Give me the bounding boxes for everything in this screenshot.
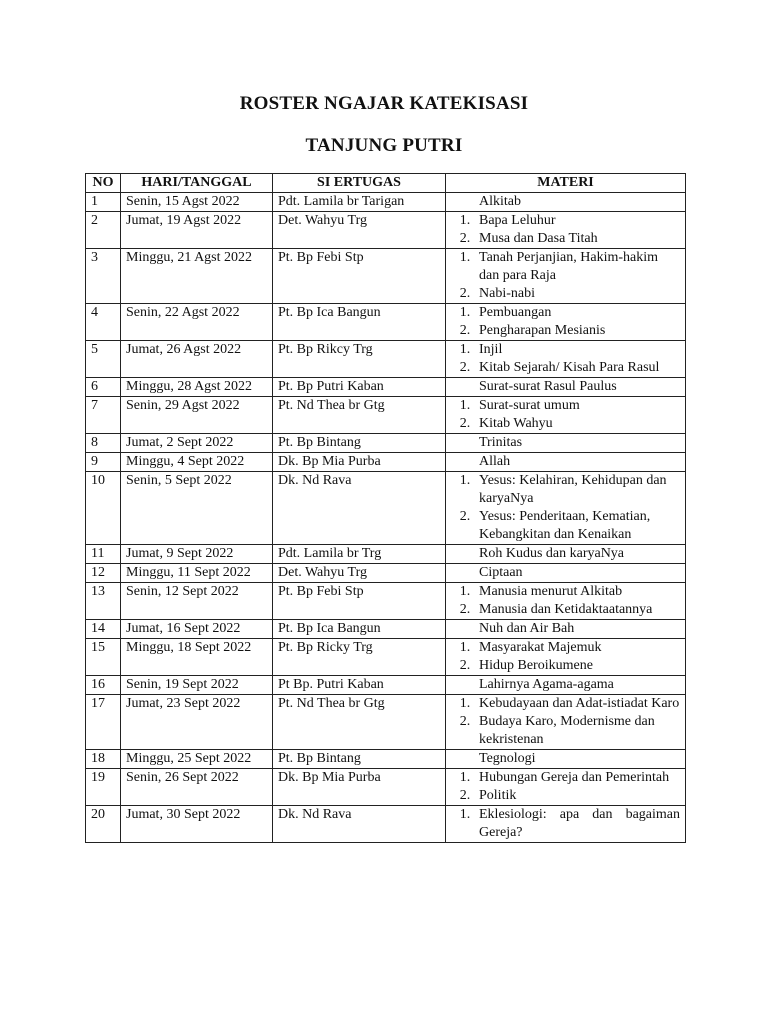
materi-item-number: 1. bbox=[459, 807, 471, 822]
row-date-cell: Minggu, 25 Sept 2022 bbox=[121, 750, 273, 769]
row-assignee-cell: Dk. Bp Mia Purba bbox=[273, 453, 446, 472]
materi-item bbox=[451, 750, 680, 768]
row-materi-cell bbox=[446, 545, 686, 564]
row-assignee-cell: Pt. Bp Febi Stp bbox=[273, 583, 446, 620]
document-subtitle: TANJUNG PUTRI bbox=[305, 135, 463, 156]
roster-table bbox=[85, 173, 686, 843]
materi-item-text: Bapa Leluhur bbox=[479, 213, 556, 228]
row-number-cell: 11 bbox=[86, 545, 121, 564]
row-number-cell: 5 bbox=[86, 341, 121, 378]
row-materi-cell bbox=[446, 397, 686, 434]
row-assignee-cell: Pt. Bp Bintang bbox=[273, 434, 446, 453]
row-number-cell: 19 bbox=[86, 769, 121, 806]
materi-item bbox=[451, 322, 680, 340]
row-number-cell: 6 bbox=[86, 378, 121, 397]
row-number-cell: 9 bbox=[86, 453, 121, 472]
materi-item bbox=[451, 639, 680, 657]
row-assignee-cell: Pt. Bp Rikcy Trg bbox=[273, 341, 446, 378]
document-title: ROSTER NGAJAR KATEKISASI bbox=[239, 93, 529, 114]
header-who: SI ERTUGAS bbox=[273, 174, 446, 193]
materi-item-number: 1. bbox=[459, 584, 471, 599]
header-day: HARI/TANGGAL bbox=[121, 174, 273, 193]
row-materi-cell bbox=[446, 434, 686, 453]
materi-item bbox=[451, 695, 680, 713]
materi-item bbox=[451, 564, 680, 582]
materi-item-text: Roh Kudus dan karyaNya bbox=[479, 546, 625, 561]
materi-item-number: 2. bbox=[459, 509, 471, 524]
table-row bbox=[86, 564, 686, 583]
materi-item-text: Kebudayaan dan Adat-istiadat Karo bbox=[479, 696, 680, 711]
row-number-cell: 7 bbox=[86, 397, 121, 434]
row-materi-cell bbox=[446, 695, 686, 750]
table-row bbox=[86, 212, 686, 249]
row-number-cell: 13 bbox=[86, 583, 121, 620]
materi-item bbox=[451, 434, 680, 452]
materi-item-text: Pengharapan Mesianis bbox=[479, 323, 606, 338]
materi-item-text: Surat-surat umum bbox=[479, 398, 580, 413]
row-date-cell: Jumat, 26 Agst 2022 bbox=[121, 341, 273, 378]
materi-item-text: Kitab Sejarah/ Kisah Para Rasul bbox=[479, 360, 660, 375]
materi-item-number: 1. bbox=[459, 473, 471, 488]
row-date-cell: Senin, 5 Sept 2022 bbox=[121, 472, 273, 545]
materi-item bbox=[451, 769, 680, 787]
materi-item-number: 1. bbox=[459, 770, 471, 785]
table-row bbox=[86, 434, 686, 453]
materi-item-number: 2. bbox=[459, 323, 471, 338]
materi-item bbox=[451, 304, 680, 322]
table-row bbox=[86, 695, 686, 750]
materi-item bbox=[451, 249, 680, 285]
row-date-cell: Minggu, 21 Agst 2022 bbox=[121, 249, 273, 304]
materi-item-text: Nuh dan Air Bah bbox=[479, 621, 575, 636]
row-date-cell: Jumat, 16 Sept 2022 bbox=[121, 620, 273, 639]
row-number-cell: 2 bbox=[86, 212, 121, 249]
materi-item-text: Pembuangan bbox=[479, 305, 552, 320]
row-assignee-cell: Dk. Nd Rava bbox=[273, 806, 446, 843]
row-number-cell: 1 bbox=[86, 193, 121, 212]
materi-item-text: Trinitas bbox=[479, 435, 523, 450]
row-materi-cell bbox=[446, 806, 686, 843]
materi-item-number: 2. bbox=[459, 714, 471, 729]
row-materi-cell bbox=[446, 583, 686, 620]
materi-item-text: Alkitab bbox=[479, 194, 521, 209]
materi-item-text: Lahirnya Agama-agama bbox=[479, 677, 614, 692]
row-number-cell: 16 bbox=[86, 676, 121, 695]
table-row bbox=[86, 583, 686, 620]
materi-item-number: 2. bbox=[459, 231, 471, 246]
materi-item-text: Surat-surat Rasul Paulus bbox=[479, 379, 617, 394]
materi-item bbox=[451, 713, 680, 749]
materi-item bbox=[451, 806, 680, 842]
table-row bbox=[86, 304, 686, 341]
row-number-cell: 15 bbox=[86, 639, 121, 676]
table-row bbox=[86, 806, 686, 843]
table-row bbox=[86, 397, 686, 434]
row-date-cell: Jumat, 30 Sept 2022 bbox=[121, 806, 273, 843]
table-row bbox=[86, 639, 686, 676]
table-row bbox=[86, 676, 686, 695]
materi-item-text: Injil bbox=[479, 342, 503, 357]
row-number-cell: 20 bbox=[86, 806, 121, 843]
materi-item-text: Eklesiologi: apa dan bagaiman Gereja? bbox=[479, 807, 680, 840]
materi-item-number: 2. bbox=[459, 360, 471, 375]
materi-item bbox=[451, 601, 680, 619]
materi-item bbox=[451, 545, 680, 563]
row-number-cell: 4 bbox=[86, 304, 121, 341]
table-row bbox=[86, 378, 686, 397]
row-materi-cell bbox=[446, 769, 686, 806]
row-materi-cell bbox=[446, 193, 686, 212]
row-assignee-cell: Pt. Bp Ica Bangun bbox=[273, 620, 446, 639]
row-materi-cell bbox=[446, 750, 686, 769]
materi-item-text: Hubungan Gereja dan Pemerintah bbox=[479, 770, 670, 785]
row-number-cell: 10 bbox=[86, 472, 121, 545]
materi-item-number: 2. bbox=[459, 658, 471, 673]
row-date-cell: Senin, 12 Sept 2022 bbox=[121, 583, 273, 620]
row-materi-cell bbox=[446, 564, 686, 583]
row-assignee-cell: Pt. Nd Thea br Gtg bbox=[273, 397, 446, 434]
materi-item-number: 1. bbox=[459, 342, 471, 357]
table-row bbox=[86, 750, 686, 769]
row-materi-cell bbox=[446, 639, 686, 676]
materi-item-text: Tegnologi bbox=[479, 751, 536, 766]
materi-item bbox=[451, 620, 680, 638]
materi-item-text: Masyarakat Majemuk bbox=[479, 640, 602, 655]
row-materi-cell bbox=[446, 378, 686, 397]
table-row bbox=[86, 453, 686, 472]
row-materi-cell bbox=[446, 472, 686, 545]
materi-item-number: 1. bbox=[459, 305, 471, 320]
materi-item bbox=[451, 212, 680, 230]
materi-item-number: 1. bbox=[459, 398, 471, 413]
materi-item-number: 2. bbox=[459, 602, 471, 617]
row-date-cell: Jumat, 19 Agst 2022 bbox=[121, 212, 273, 249]
row-date-cell: Senin, 19 Sept 2022 bbox=[121, 676, 273, 695]
table-body bbox=[86, 193, 686, 843]
row-materi-cell bbox=[446, 620, 686, 639]
table-header-row bbox=[86, 174, 686, 193]
row-materi-cell bbox=[446, 453, 686, 472]
table-row bbox=[86, 472, 686, 545]
materi-item bbox=[451, 787, 680, 805]
materi-item-number: 2. bbox=[459, 286, 471, 301]
row-assignee-cell: Det. Wahyu Trg bbox=[273, 212, 446, 249]
row-date-cell: Senin, 29 Agst 2022 bbox=[121, 397, 273, 434]
row-number-cell: 12 bbox=[86, 564, 121, 583]
row-assignee-cell: Pt. Bp Putri Kaban bbox=[273, 378, 446, 397]
materi-item-text: Allah bbox=[479, 454, 511, 469]
table-row bbox=[86, 341, 686, 378]
row-assignee-cell: Pt. Bp Febi Stp bbox=[273, 249, 446, 304]
table-row bbox=[86, 769, 686, 806]
row-assignee-cell: Pt. Bp Ricky Trg bbox=[273, 639, 446, 676]
table-row bbox=[86, 545, 686, 564]
materi-item bbox=[451, 359, 680, 377]
row-assignee-cell: Dk. Nd Rava bbox=[273, 472, 446, 545]
materi-item bbox=[451, 583, 680, 601]
materi-item bbox=[451, 397, 680, 415]
materi-item bbox=[451, 676, 680, 694]
materi-item bbox=[451, 230, 680, 248]
row-assignee-cell: Pt. Bp Bintang bbox=[273, 750, 446, 769]
row-date-cell: Minggu, 18 Sept 2022 bbox=[121, 639, 273, 676]
materi-item bbox=[451, 415, 680, 433]
row-date-cell: Jumat, 9 Sept 2022 bbox=[121, 545, 273, 564]
materi-item bbox=[451, 193, 680, 211]
row-number-cell: 14 bbox=[86, 620, 121, 639]
materi-item bbox=[451, 285, 680, 303]
materi-item-text: Musa dan Dasa Titah bbox=[479, 231, 598, 246]
materi-item-text: Manusia menurut Alkitab bbox=[479, 584, 623, 599]
table-row bbox=[86, 620, 686, 639]
materi-item-number: 1. bbox=[459, 250, 471, 265]
row-date-cell: Senin, 22 Agst 2022 bbox=[121, 304, 273, 341]
row-date-cell: Minggu, 4 Sept 2022 bbox=[121, 453, 273, 472]
row-materi-cell bbox=[446, 341, 686, 378]
row-materi-cell bbox=[446, 676, 686, 695]
table-row bbox=[86, 193, 686, 212]
materi-item-text: Kitab Wahyu bbox=[479, 416, 553, 431]
materi-item-number: 2. bbox=[459, 416, 471, 431]
row-materi-cell bbox=[446, 212, 686, 249]
row-materi-cell bbox=[446, 249, 686, 304]
materi-item-text: Manusia dan Ketidaktaatannya bbox=[479, 602, 653, 617]
materi-item bbox=[451, 453, 680, 471]
materi-item-text: Yesus: Kelahiran, Kehidupan dan karyaNya bbox=[479, 473, 667, 506]
row-assignee-cell: Pdt. Lamila br Tarigan bbox=[273, 193, 446, 212]
row-date-cell: Jumat, 23 Sept 2022 bbox=[121, 695, 273, 750]
materi-item bbox=[451, 657, 680, 675]
materi-item bbox=[451, 378, 680, 396]
row-date-cell: Jumat, 2 Sept 2022 bbox=[121, 434, 273, 453]
materi-item bbox=[451, 341, 680, 359]
table-row bbox=[86, 249, 686, 304]
row-assignee-cell: Pt Bp. Putri Kaban bbox=[273, 676, 446, 695]
row-date-cell: Senin, 15 Agst 2022 bbox=[121, 193, 273, 212]
row-materi-cell bbox=[446, 304, 686, 341]
row-assignee-cell: Dk. Bp Mia Purba bbox=[273, 769, 446, 806]
row-number-cell: 3 bbox=[86, 249, 121, 304]
row-date-cell: Minggu, 11 Sept 2022 bbox=[121, 564, 273, 583]
materi-item-number: 1. bbox=[459, 640, 471, 655]
row-assignee-cell: Pt. Bp Ica Bangun bbox=[273, 304, 446, 341]
materi-item-text: Budaya Karo, Modernisme dan kekristenan bbox=[479, 714, 655, 747]
row-assignee-cell: Det. Wahyu Trg bbox=[273, 564, 446, 583]
materi-item bbox=[451, 508, 680, 544]
materi-item-number: 1. bbox=[459, 213, 471, 228]
header-no: NO bbox=[86, 174, 121, 193]
materi-item-text: Hidup Beroikumene bbox=[479, 658, 593, 673]
materi-item-number: 1. bbox=[459, 696, 471, 711]
row-number-cell: 18 bbox=[86, 750, 121, 769]
row-number-cell: 17 bbox=[86, 695, 121, 750]
row-date-cell: Minggu, 28 Agst 2022 bbox=[121, 378, 273, 397]
materi-item-number: 2. bbox=[459, 788, 471, 803]
row-assignee-cell: Pt. Nd Thea br Gtg bbox=[273, 695, 446, 750]
row-assignee-cell: Pdt. Lamila br Trg bbox=[273, 545, 446, 564]
materi-item-text: Politik bbox=[479, 788, 517, 803]
header-materi: MATERI bbox=[446, 174, 686, 193]
materi-item-text: Ciptaan bbox=[479, 565, 523, 580]
materi-item-text: Tanah Perjanjian, Hakim-hakim dan para Raja bbox=[479, 250, 659, 283]
materi-item bbox=[451, 472, 680, 508]
materi-item-text: Yesus: Penderitaan, Kematian, Kebangkitan dan Kenaikan bbox=[479, 509, 651, 542]
row-date-cell: Senin, 26 Sept 2022 bbox=[121, 769, 273, 806]
row-number-cell: 8 bbox=[86, 434, 121, 453]
materi-item-text: Nabi-nabi bbox=[479, 286, 535, 301]
